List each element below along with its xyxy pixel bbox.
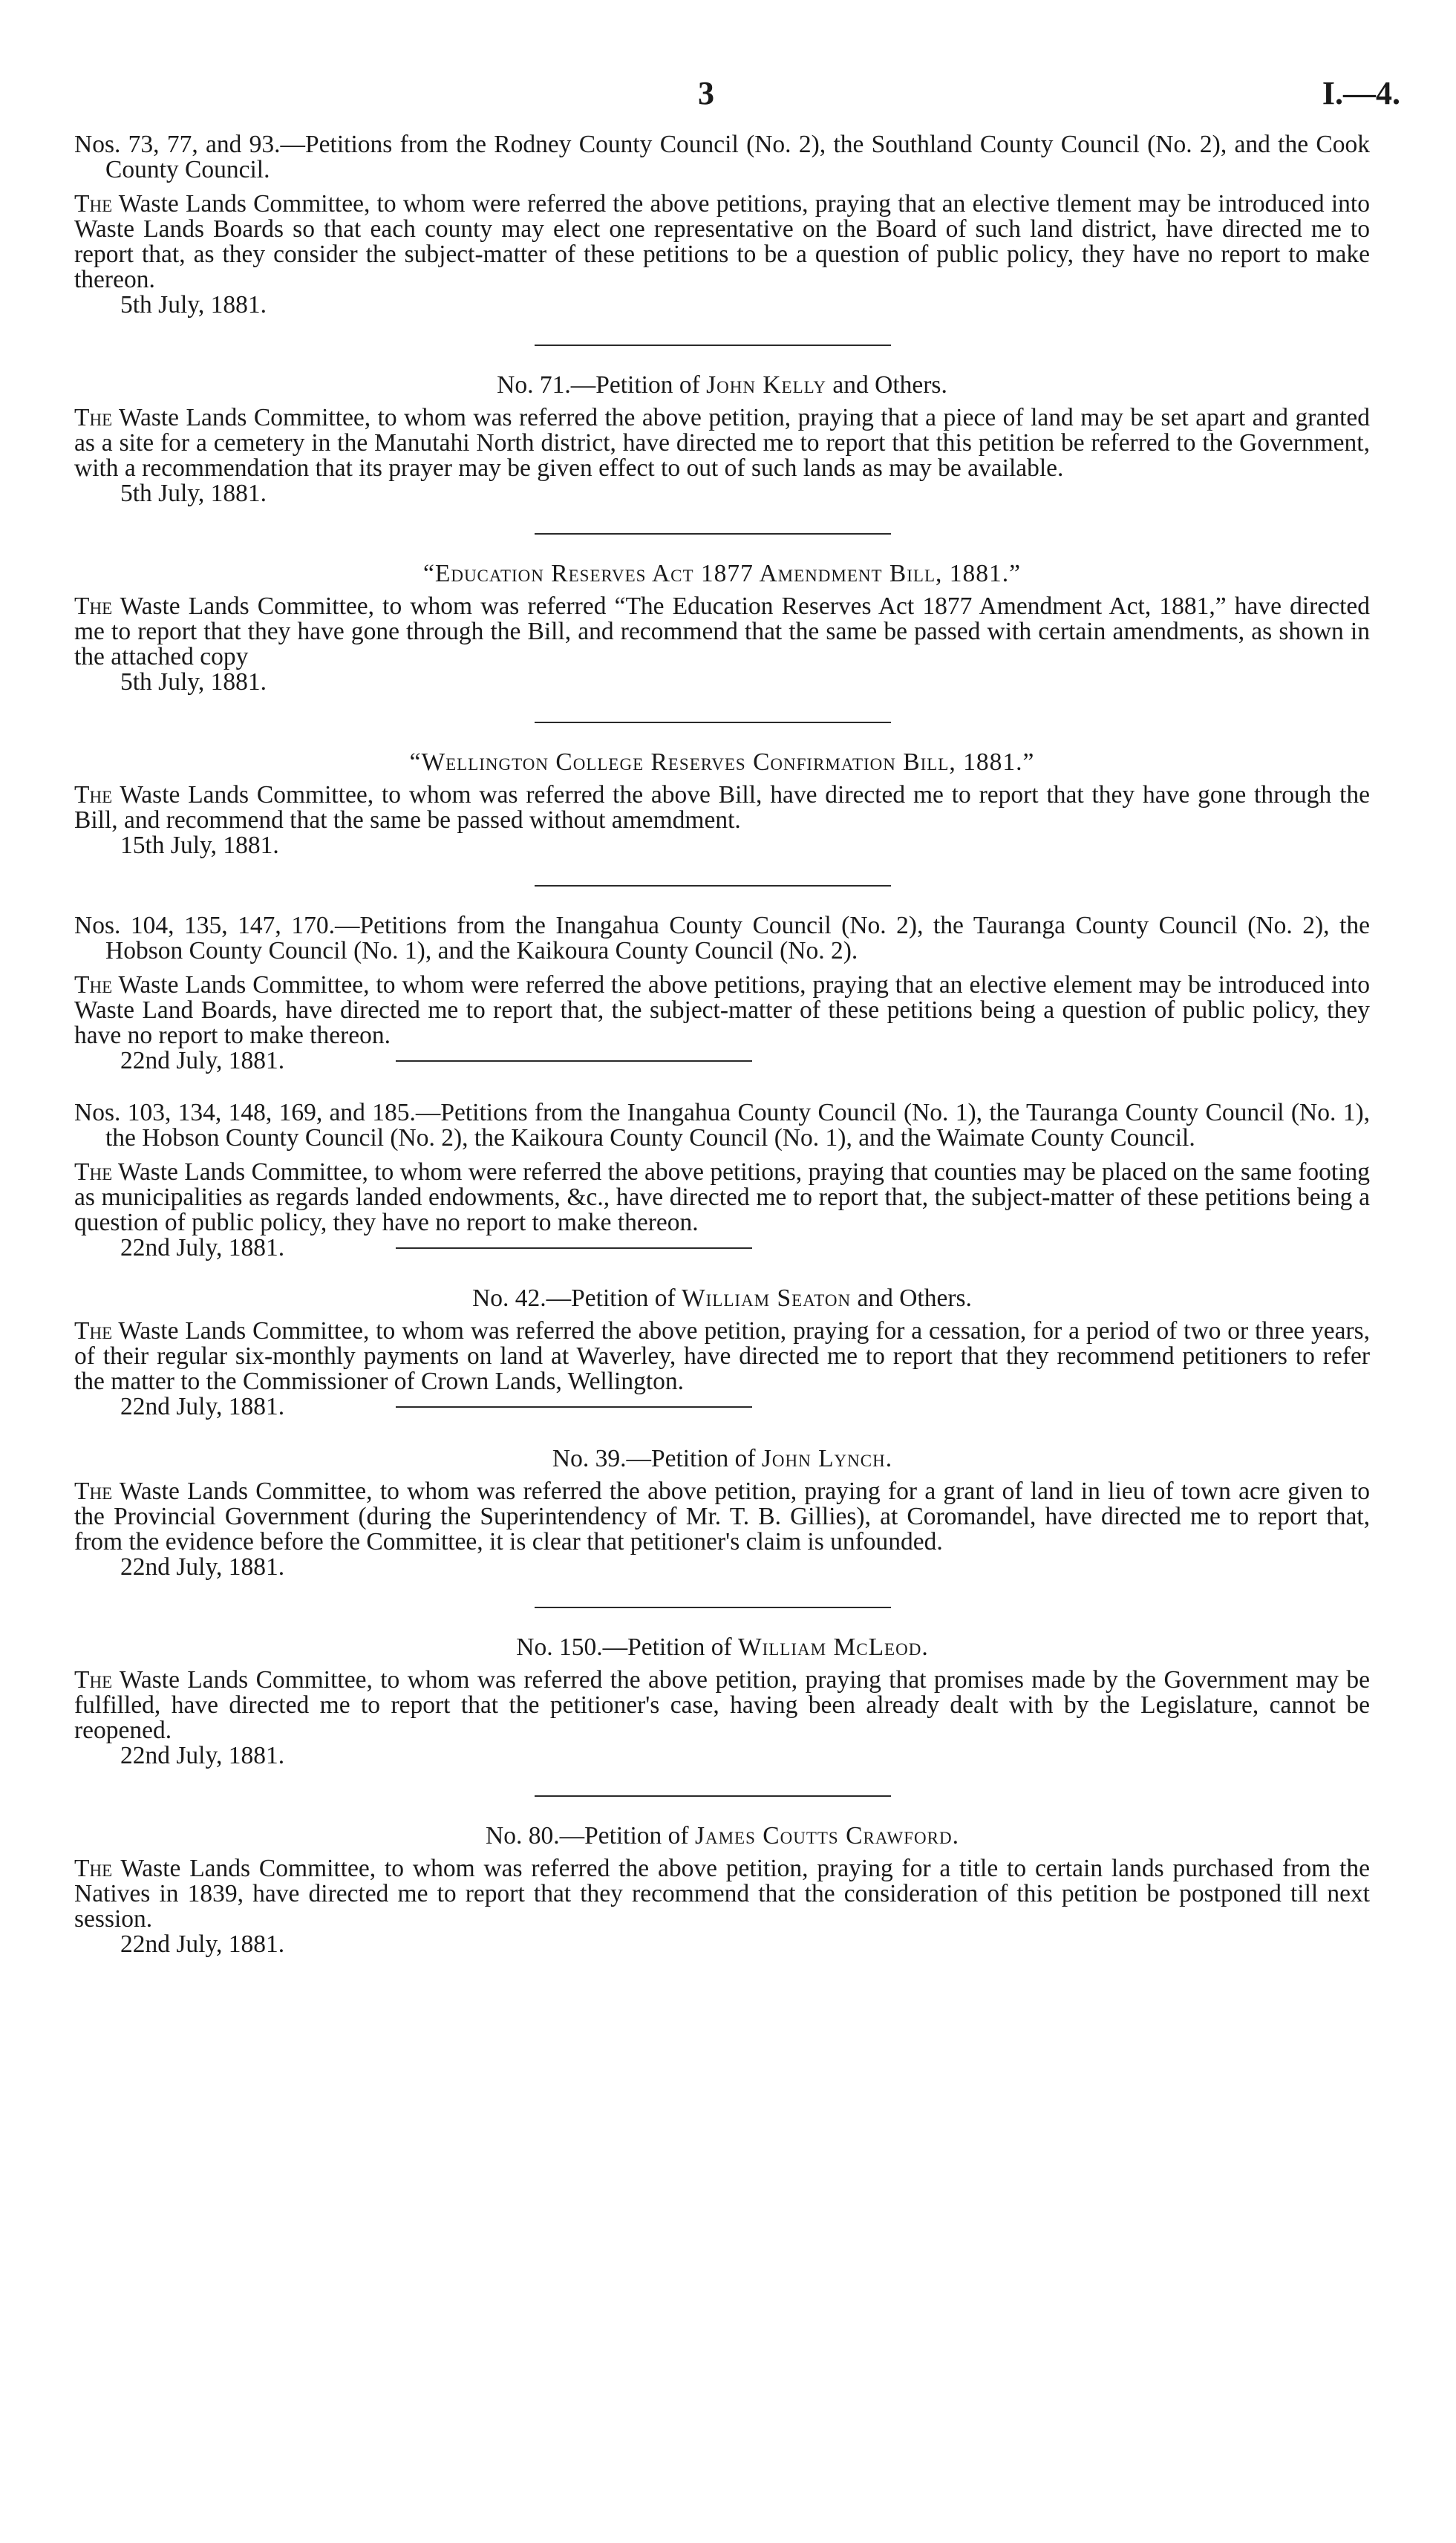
- section-petition-80: [74, 1824, 1370, 1957]
- section-divider: [535, 1607, 891, 1608]
- date-row: [74, 1048, 1370, 1074]
- lead-word: The: [74, 781, 113, 809]
- body-text: Waste Lands Committee, to whom was referred the above petition, praying that a piece of land may be set apart and granted as a site for a cemetery in the Manutahi North district, have directed me to report that this petition be referred to the Government, with a recommendation that its prayer may be given effect to out of such lands as may be available.: [74, 404, 1370, 482]
- section-date: 22nd July, 1881.: [120, 1393, 285, 1420]
- section-date: 22nd July, 1881.: [120, 1234, 285, 1261]
- lead-word: The: [74, 1317, 113, 1345]
- section-heading: Nos. 104, 135, 147, 170.—Petitions from the Inangahua County Council (No. 2), the Tauranga County Council (No. 2), the Hobson County Council (No. 1), and the Kaikoura County Council (No. 2).: [74, 912, 1370, 964]
- petitioner-name: John Lynch: [761, 1445, 886, 1472]
- heading-prefix: No. 80.—Petition of: [486, 1822, 695, 1850]
- heading-prefix: No. 39.—Petition of: [552, 1445, 762, 1472]
- body-text: Waste Lands Committee, to whom was referred the above petition, praying that promises made by the Government may be fulfilled, have directed me to report that the petitioner's case, having been already dealt with by the Legislature, cannot be reopened.: [74, 1666, 1370, 1744]
- heading-prefix: No. 150.—Petition of: [516, 1633, 738, 1661]
- page-content: [74, 132, 1370, 1957]
- section-heading: Nos. 73, 77, and 93.—Petitions from the Rodney County Council (No. 2), the Southland County Council (No. 2), and the Cook County Council.: [74, 131, 1370, 183]
- section-heading: “Wellington College Reserves Confirmation Bill, 1881.”: [409, 748, 1035, 776]
- lead-word: The: [74, 404, 113, 431]
- section-heading: [74, 1286, 1370, 1311]
- section-body: [74, 594, 1370, 670]
- section-heading: [74, 1635, 1370, 1660]
- page-header: [0, 74, 1456, 119]
- section-body: [74, 405, 1370, 481]
- lead-word: The: [74, 1478, 113, 1505]
- lead-word: The: [74, 1158, 113, 1186]
- section-heading: [74, 1824, 1370, 1849]
- section-petition-39: [74, 1446, 1370, 1580]
- section-body: [74, 1668, 1370, 1743]
- section-petition-71: [74, 373, 1370, 506]
- section-divider: [396, 1406, 752, 1408]
- body-text: Waste Lands Committee, to whom were referred the above petitions, praying that an elective tlement may be introduced into Waste Lands Boards so that each county may elect one representative on the Board of such land district, have directed me to report that, as they consider the subject-matter of these petitions to be a question of public policy, they have no report to make thereon.: [74, 190, 1370, 293]
- body-text: Waste Lands Committee, to whom was referred the above Bill, have directed me to report that they have gone through the Bill, and recommend that the same be passed without amemdment.: [74, 781, 1370, 834]
- section-body: [74, 973, 1370, 1048]
- section-wellington-college-bill: [74, 750, 1370, 858]
- lead-word: The: [74, 593, 113, 620]
- section-petitions-104-135-147-170: [74, 913, 1370, 1074]
- section-date: 22nd July, 1881.: [120, 1742, 285, 1769]
- heading-prefix: No. 42.—Petition of: [472, 1284, 682, 1312]
- section-date: 5th July, 1881.: [120, 291, 267, 319]
- section-heading: “Education Reserves Act 1877 Amendment Bill, 1881.”: [423, 560, 1021, 587]
- document-reference: I.—4.: [1322, 75, 1400, 111]
- date-row: [74, 1394, 1370, 1420]
- body-text: Waste Lands Committee, to whom was referred the above petition, praying for a title to certain lands purchased from the Natives in 1839, have directed me to report that they recommend that the consideration of this petition be postponed till next session.: [74, 1855, 1370, 1933]
- section-body: [74, 1160, 1370, 1235]
- heading-suffix: .: [885, 1445, 892, 1472]
- section-divider: [535, 1795, 891, 1797]
- section-petitions-73-77-93: [74, 132, 1370, 318]
- section-heading: [74, 1446, 1370, 1472]
- petitioner-name: William Seaton: [682, 1284, 852, 1312]
- page-number: 3: [698, 75, 714, 111]
- section-divider: [396, 1247, 752, 1249]
- lead-word: The: [74, 971, 113, 999]
- section-education-reserves-bill: [74, 561, 1370, 695]
- section-body: [74, 783, 1370, 833]
- heading-suffix: and Others.: [851, 1284, 972, 1312]
- section-body: [74, 1856, 1370, 1932]
- petitioner-name: John Kelly: [706, 371, 827, 399]
- section-date: 22nd July, 1881.: [120, 1047, 285, 1074]
- petitioner-name: William McLeod: [737, 1633, 922, 1661]
- lead-word: The: [74, 1855, 113, 1882]
- section-divider: [535, 722, 891, 723]
- body-text: Waste Lands Committee, to whom were referred the above petitions, praying that an elective element may be introduced into Waste Land Boards, have directed me to report that, the subject-matter of these petitions being a question of public policy, they have no report to make thereon.: [74, 971, 1370, 1049]
- section-heading: Nos. 103, 134, 148, 169, and 185.—Petitions from the Inangahua County Council (No. 1), the Tauranga County Council (No. 1), the Hobson County Council (No. 2), the Kaikoura County Council (No. 1), and the Waimate County Council.: [74, 1099, 1370, 1152]
- heading-suffix: .: [921, 1633, 928, 1661]
- section-divider: [535, 345, 891, 346]
- section-divider: [396, 1060, 752, 1062]
- body-text: Waste Lands Committee, to whom were referred the above petitions, praying that counties may be placed on the same footing as municipalities as regards landed endowments, &c., have directed me to report that, the subject-matter of these petitions being a question of public policy, they have no report to make thereon.: [74, 1158, 1370, 1236]
- section-date: 5th July, 1881.: [120, 668, 267, 696]
- heading-suffix: .: [952, 1822, 959, 1850]
- section-heading: [74, 373, 1370, 398]
- section-petition-150: [74, 1635, 1370, 1769]
- petitioner-name: James Coutts Crawford: [694, 1822, 953, 1850]
- date-row: [74, 1235, 1370, 1261]
- section-date: 15th July, 1881.: [120, 832, 279, 859]
- section-date: 22nd July, 1881.: [120, 1553, 285, 1581]
- body-text: Waste Lands Committee, to whom was referred “The Education Reserves Act 1877 Amendment Act, 1881,” have directed me to report that they have gone through the Bill, and recommend that the same be passed with certain amendments, as shown in the attached copy: [74, 593, 1370, 670]
- body-text: Waste Lands Committee, to whom was referred the above petition, praying for a grant of land in lieu of town acre given to the Provincial Government (during the Superintendency of Mr. T. B. Gillies), at Coromandel, have directed me to report that, from the evidence before the Committee, it is clear that petitioner's claim is unfounded.: [74, 1478, 1370, 1555]
- lead-word: The: [74, 1666, 113, 1694]
- section-petition-42: [74, 1286, 1370, 1420]
- body-text: Waste Lands Committee, to whom was referred the above petition, praying for a cessation, for a period of two or three years, of their regular six-monthly payments on land at Waverley, have directed me to report that they recommend petitioners to refer the matter to the Commissioner of Crown Lands, Wellington.: [74, 1317, 1370, 1395]
- section-date: 22nd July, 1881.: [120, 1930, 285, 1958]
- section-divider: [535, 533, 891, 535]
- section-body: [74, 192, 1370, 293]
- section-divider: [535, 885, 891, 887]
- heading-suffix: and Others.: [826, 371, 947, 399]
- heading-prefix: No. 71.—Petition of: [497, 371, 707, 399]
- lead-word: The: [74, 190, 113, 218]
- section-petitions-103-134-148-169-185: [74, 1100, 1370, 1261]
- section-date: 5th July, 1881.: [120, 480, 267, 507]
- section-body: [74, 1319, 1370, 1394]
- section-body: [74, 1479, 1370, 1555]
